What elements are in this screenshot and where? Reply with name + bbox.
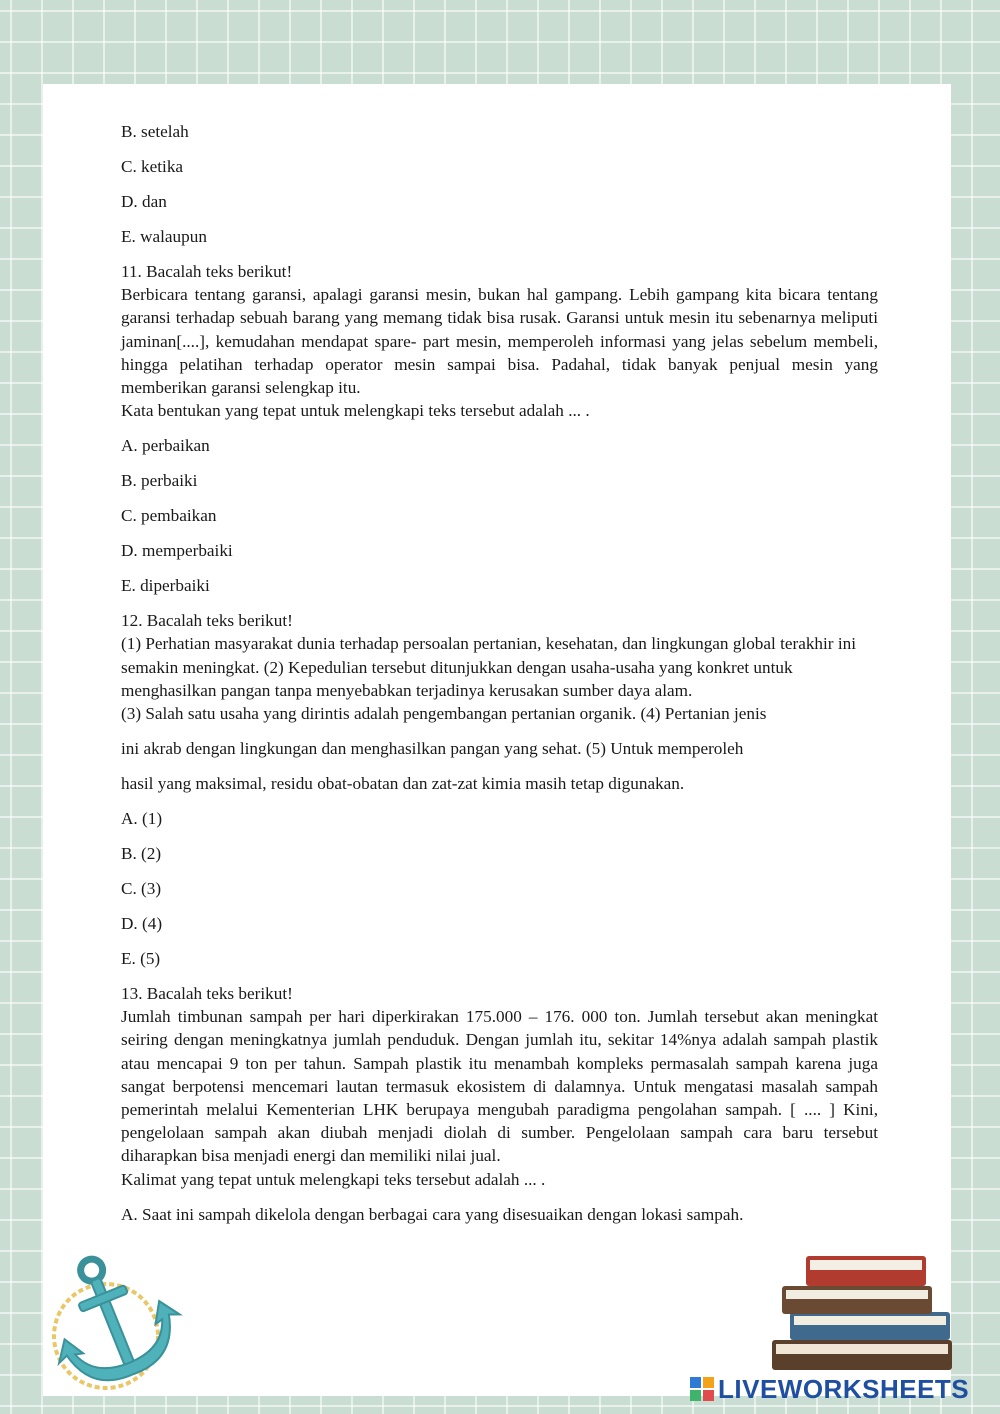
worksheet-content — [121, 120, 878, 1238]
option-q11-c[interactable]: C. pembaikan — [121, 506, 217, 526]
question-11-passage: Berbicara tentang garansi, apalagi garansi mesin, bukan hal gampang. Lebih gampang kita bicara tentang garansi terhadap sebuah barang yang memang tidak bisa rusak. Garansi untuk mesin itu sebenarnya meliputi jaminan[....], kemudahan mendapat spare- part mesin, memperoleh informasi yang jelas sebelum membeli, hingga pelatihan terhadap operator mesin sampai bisa. Padahal, tidak banyak penjual mesin yang memberikan garansi selengkap itu. — [121, 285, 878, 398]
question-13-passage: Jumlah timbunan sampah per hari diperkirakan 175.000 – 176. 000 ton. Jumlah tersebut akan meningkat seiring dengan meningkatnya jumlah penduduk. Dengan jumlah itu, sekitar 14%nya adalah sampah plastik atau mencapai 9 ton per tahun. Sampah plastik itu menambah kompleks permasalah sampah karena juga sangat berpotensi mencemari lautan termasuk ekosistem di dalamnya. Untuk mengatasi masalah sampah pemerintah melalui Kementerian LHK berupaya mengubah paradigma pengolahan sampah. [ .... ] Kini, pengelolaan sampah akan diubah menjadi diolah di sumber. Pengelolaan sampah cara baru tersebut diharapkan bisa menjadi energi dan memiliki nilai jual. — [121, 1007, 878, 1166]
question-12-title: 12. Bacalah teks berikut! — [121, 611, 293, 631]
option-q11-e[interactable]: E. diperbaiki — [121, 576, 210, 596]
question-13 — [121, 982, 878, 1226]
question-12-line-1: (3) Salah satu usaha yang dirintis adalah pengembangan pertanian organik. (4) Pertanian jenis — [121, 704, 767, 724]
question-12-paragraph-1: (1) Perhatian masyarakat dunia terhadap persoalan pertanian, kesehatan, dan lingkungan global terakhir ini semakin meningkat. (2) Kepedulian tersebut ditunjukkan dengan usaha-usaha yang konkret untuk menghasilkan pangan tanpa menyebabkan terjadinya kerusakan sumber daya alam. — [121, 634, 856, 700]
option-q12-d[interactable]: D. (4) — [121, 914, 163, 934]
question-12-line-3: hasil yang maksimal, residu obat-obatan dan zat-zat kimia masih tetap digunakan. — [121, 774, 685, 794]
question-10-options — [121, 120, 878, 248]
option-q11-b[interactable]: B. perbaiki — [121, 471, 198, 491]
option-q10-d[interactable]: D. dan — [121, 192, 167, 211]
anchor-icon — [38, 1248, 188, 1398]
question-12 — [121, 609, 878, 970]
option-q11-d[interactable]: D. memperbaiki — [121, 541, 233, 561]
liveworksheets-logo-icon — [690, 1377, 714, 1401]
question-11-title: 11. Bacalah teks berikut! — [121, 262, 293, 281]
option-q10-e[interactable]: E. walaupun — [121, 227, 207, 246]
option-q13-a[interactable]: A. Saat ini sampah dikelola dengan berbagai cara yang disesuaikan dengan lokasi sampah. — [121, 1204, 744, 1224]
option-q12-c[interactable]: C. (3) — [121, 879, 162, 899]
worksheet-page — [43, 84, 951, 1396]
question-13-title: 13. Bacalah teks berikut! — [121, 984, 293, 1004]
question-11-prompt: Kata bentukan yang tepat untuk melengkapi teks tersebut adalah ... . — [121, 401, 590, 421]
option-q12-e[interactable]: E. (5) — [121, 949, 161, 969]
question-12-line-2: ini akrab dengan lingkungan dan menghasilkan pangan yang sehat. (5) Untuk memperoleh — [121, 739, 744, 759]
option-q12-b[interactable]: B. (2) — [121, 844, 162, 864]
liveworksheets-wordmark: LIVEWORKSHEETS — [718, 1373, 970, 1404]
question-13-prompt: Kalimat yang tepat untuk melengkapi teks tersebut adalah ... . — [121, 1169, 546, 1189]
option-q10-c[interactable]: C. ketika — [121, 157, 184, 176]
option-q10-b[interactable]: B. setelah — [121, 122, 189, 141]
option-q12-a[interactable]: A. (1) — [121, 809, 163, 829]
option-q11-a[interactable]: A. perbaikan — [121, 436, 210, 456]
question-11 — [121, 260, 878, 597]
books-stack-icon — [760, 1248, 970, 1378]
liveworksheets-branding — [690, 1374, 969, 1404]
